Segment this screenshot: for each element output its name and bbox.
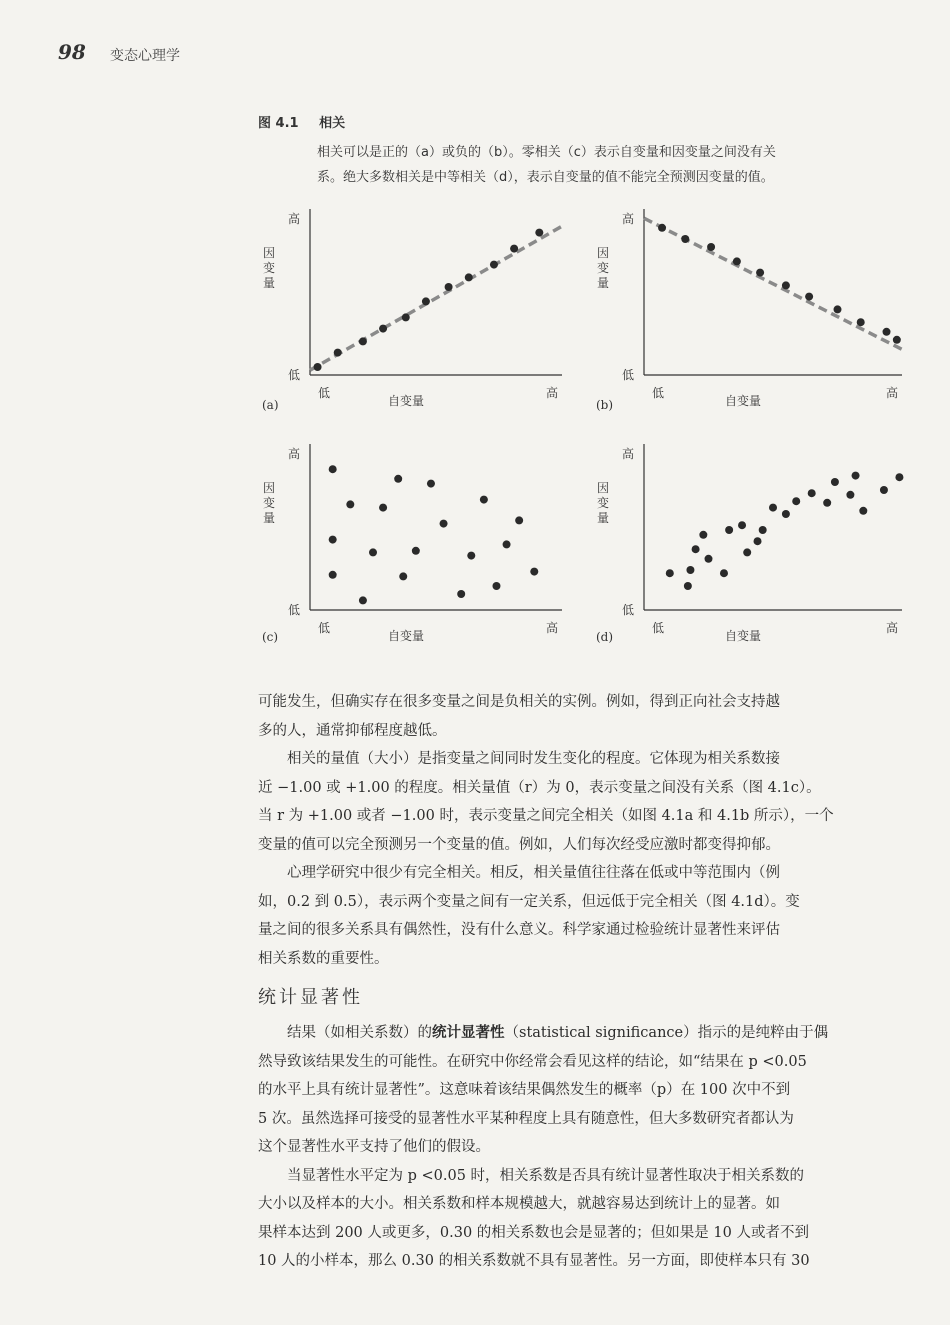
body-text-block	[258, 688, 908, 973]
text-line: 相关系数的重要性。	[258, 950, 389, 967]
data-point	[359, 337, 367, 345]
text-line: 量之间的很多关系具有偶然性，没有什么意义。科学家通过检验统计显著性来评估	[258, 922, 780, 938]
text-line: 这个显著性水平支持了他们的假设。	[258, 1139, 490, 1155]
data-point	[859, 507, 867, 515]
data-point	[883, 328, 891, 336]
data-point	[725, 526, 733, 534]
trend-line	[310, 226, 562, 370]
data-point	[510, 245, 518, 253]
data-point	[880, 486, 888, 494]
y-low-label: 低	[287, 368, 300, 382]
data-point	[329, 536, 337, 544]
text-line: 相关的量值（大小）是指变量之间同时发生变化的程度。它体现为相关系数接	[287, 751, 780, 767]
data-point	[422, 297, 430, 305]
data-point	[684, 582, 692, 590]
scatter-panel-d	[592, 440, 908, 650]
data-point	[334, 349, 342, 357]
data-point	[754, 537, 762, 545]
data-point	[314, 363, 322, 371]
panel-letter: (d)	[596, 630, 614, 644]
data-point	[686, 566, 694, 574]
data-point	[846, 491, 854, 499]
data-point	[805, 293, 813, 301]
data-point	[720, 569, 728, 577]
data-point	[329, 571, 337, 579]
data-point	[666, 569, 674, 577]
y-axis-title-char: 量	[596, 276, 610, 290]
section-text-block	[258, 1019, 908, 1276]
scatter-panel-c	[258, 440, 568, 650]
data-point	[681, 235, 689, 243]
y-axis-title-char: 因	[596, 246, 610, 260]
y-axis-title-char: 变	[596, 261, 610, 275]
x-high-label: 高	[885, 621, 898, 635]
text-line: 果样本达到 200 人或更多，0.30 的相关系数也会是显著的；但如果是 10 人或者不到	[258, 1224, 809, 1241]
data-point	[465, 273, 473, 281]
y-high-label: 高	[621, 212, 634, 226]
text-line: 大小以及样本的大小。相关系数和样本规模越大，就越容易达到统计上的显著。如	[258, 1196, 780, 1212]
data-point	[346, 500, 354, 508]
key-term: 统计显著性	[432, 1024, 505, 1041]
scatter-panel-a	[258, 205, 568, 415]
data-point	[530, 568, 538, 576]
y-high-label: 高	[287, 212, 300, 226]
y-high-label: 高	[287, 447, 300, 461]
data-point	[743, 548, 751, 556]
text-line: 变量的值可以完全预测另一个变量的值。例如，人们每次经受应激时都变得抑郁。	[258, 836, 780, 853]
text-line: 近 −1.00 或 +1.00 的程度。相关量值（r）为 0，表示变量之间没有关系（图 4.1c）。	[258, 779, 821, 796]
data-point	[857, 318, 865, 326]
data-point	[440, 520, 448, 528]
y-axis-title-char: 变	[262, 261, 276, 275]
section-heading: 统计显著性	[258, 987, 363, 1008]
panel-letter: (b)	[596, 398, 614, 412]
data-point	[782, 510, 790, 518]
x-axis-title: 自变量	[387, 394, 425, 408]
x-low-label: 低	[652, 386, 665, 400]
x-axis-title: 自变量	[724, 394, 762, 408]
data-point	[503, 540, 511, 548]
y-axis-title-char: 因	[262, 481, 276, 495]
x-high-label: 高	[545, 621, 558, 635]
page-number: 98	[58, 40, 86, 64]
data-point	[831, 478, 839, 486]
data-point	[490, 261, 498, 269]
data-point	[823, 499, 831, 507]
data-point	[457, 590, 465, 598]
text-span: （statistical significance）指示的是纯粹由于偶	[504, 1025, 829, 1041]
data-point	[445, 283, 453, 291]
text-line: 5 次。虽然选择可接受的显著性水平某种程度上具有随意性，但大多数研究者都认为	[258, 1110, 794, 1127]
data-point	[412, 547, 420, 555]
data-point	[852, 472, 860, 480]
panel-letter: (c)	[262, 630, 279, 644]
data-point	[394, 475, 402, 483]
figure-caption	[317, 140, 907, 190]
caption-line: 系。绝大多数相关是中等相关（d），表示自变量的值不能完全预测因变量的值。	[317, 170, 774, 185]
x-high-label: 高	[545, 386, 558, 400]
y-low-label: 低	[621, 368, 634, 382]
data-point	[359, 596, 367, 604]
running-title: 变态心理学	[110, 48, 180, 64]
data-point	[834, 305, 842, 313]
data-point	[692, 545, 700, 553]
text-line: 可能发生，但确实存在很多变量之间是负相关的实例。例如，得到正向社会支持越	[258, 694, 780, 710]
data-point	[769, 504, 777, 512]
data-point	[699, 531, 707, 539]
y-axis-title-char: 因	[596, 481, 610, 495]
data-point	[492, 582, 500, 590]
data-point	[738, 521, 746, 529]
data-point	[792, 497, 800, 505]
text-span: 结果（如相关系数）的	[287, 1025, 432, 1041]
data-point	[733, 257, 741, 265]
text-line: 当显著性水平定为 p <0.05 时，相关系数是否具有统计显著性取决于相关系数的	[287, 1167, 805, 1184]
x-high-label: 高	[885, 386, 898, 400]
x-axis-title: 自变量	[724, 629, 762, 643]
x-low-label: 低	[318, 386, 331, 400]
x-axis-title: 自变量	[387, 629, 425, 643]
y-high-label: 高	[621, 447, 634, 461]
data-point	[535, 229, 543, 237]
x-low-label: 低	[318, 621, 331, 635]
data-point	[379, 325, 387, 333]
data-point	[895, 473, 903, 481]
data-point	[515, 516, 523, 524]
data-point	[329, 465, 337, 473]
text-line: 如，0.2 到 0.5），表示两个变量之间有一定关系，但远低于完全相关（图 4.1d）。变	[258, 893, 800, 910]
text-line: 10 人的小样本，那么 0.30 的相关系数就不具有显著性。另一方面，即使样本只有 30	[258, 1253, 810, 1269]
panel-letter: (a)	[262, 398, 279, 412]
text-line: 然导致该结果发生的可能性。在研究中你经常会看见这样的结论，如“结果在 p <0.05	[258, 1053, 807, 1070]
data-point	[427, 480, 435, 488]
data-point	[808, 489, 816, 497]
y-axis-title-char: 变	[262, 496, 276, 510]
data-point	[369, 548, 377, 556]
scatter-panel-b	[592, 205, 908, 415]
data-point	[480, 496, 488, 504]
data-point	[467, 552, 475, 560]
text-line: 多的人，通常抑郁程度越低。	[258, 722, 447, 739]
data-point	[893, 336, 901, 344]
text-line: 心理学研究中很少有完全相关。相反，相关量值往往落在低或中等范围内（例	[287, 865, 780, 881]
data-point	[707, 243, 715, 251]
data-point	[399, 572, 407, 580]
y-low-label: 低	[621, 603, 634, 617]
figure-label	[258, 112, 361, 131]
data-point	[756, 269, 764, 277]
y-axis-title-char: 因	[262, 246, 276, 260]
text-line: 当 r 为 +1.00 或者 −1.00 时，表示变量之间完全相关（如图 4.1a 和 4.1b 所示），一个	[258, 808, 834, 824]
figure-title: 相关	[319, 116, 346, 131]
caption-line: 相关可以是正的（a）或负的（b）。零相关（c）表示自变量和因变量之间没有关	[317, 145, 776, 160]
text-line	[258, 1019, 908, 1048]
y-axis-title-char: 变	[596, 496, 610, 510]
data-point	[782, 281, 790, 289]
data-point	[759, 526, 767, 534]
text-line: 的水平上具有统计显著性”。这意味着该结果偶然发生的概率（p）在 100 次中不到	[258, 1082, 791, 1098]
data-point	[402, 313, 410, 321]
y-low-label: 低	[287, 603, 300, 617]
y-axis-title-char: 量	[262, 511, 276, 525]
figure-number: 图 4.1	[258, 116, 299, 131]
x-low-label: 低	[652, 621, 665, 635]
data-point	[705, 555, 713, 563]
data-point	[379, 504, 387, 512]
data-point	[658, 224, 666, 232]
y-axis-title-char: 量	[596, 511, 610, 525]
y-axis-title-char: 量	[262, 276, 276, 290]
